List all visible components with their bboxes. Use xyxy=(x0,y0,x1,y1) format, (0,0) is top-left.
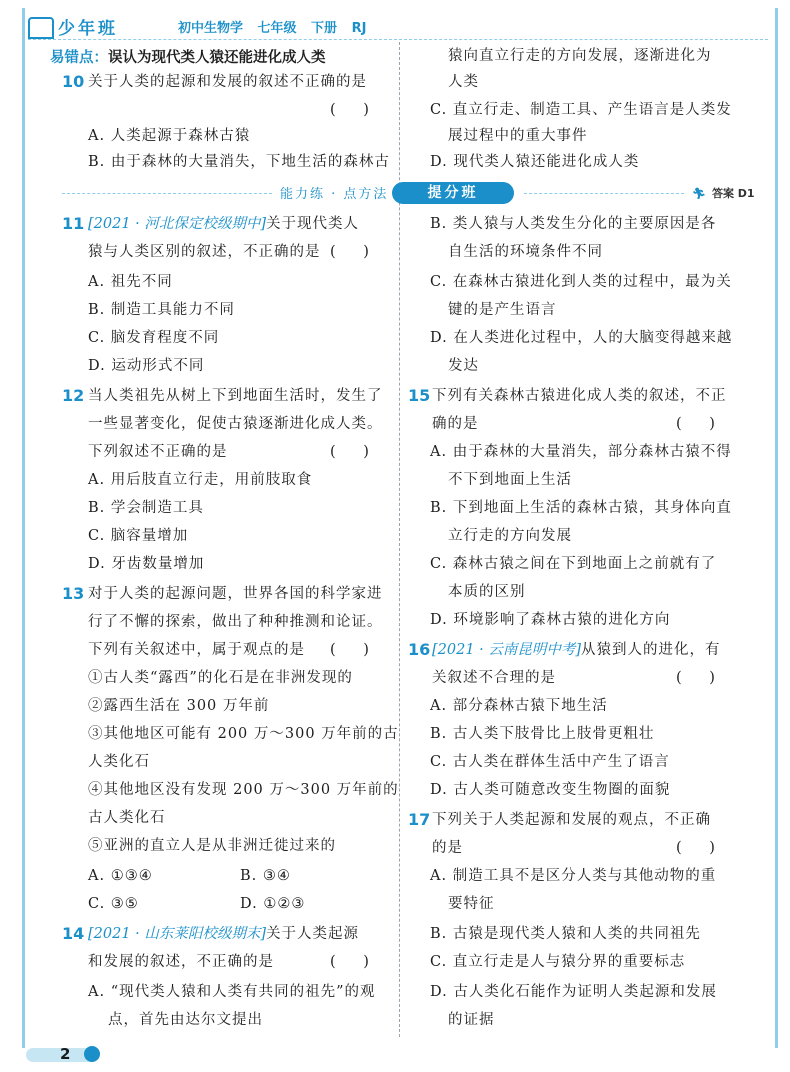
question-stem: 行了不懈的探索，做出了种种推测和论证。 xyxy=(88,614,383,630)
error-tip-label: 易错点： xyxy=(50,50,108,66)
option: C. 在森林古猿进化到人类的过程中，最为关 xyxy=(430,274,732,290)
band-rule-right xyxy=(524,193,684,194)
option: D. 环境影响了森林古猿的进化方向 xyxy=(430,612,671,628)
answer-blank: ( ) xyxy=(330,954,369,970)
statement: ⑤亚洲的直立人是从非洲迁徙过来的 xyxy=(88,838,336,854)
option: C. 森林古猿之间在下到地面上之前就有了 xyxy=(430,556,717,572)
question-source: [2021 · 云南昆明中考] xyxy=(432,642,582,658)
option: D. 古人类化石能作为证明人类起源和发展 xyxy=(430,984,717,1000)
continued-text: 猿向直立行走的方向发展，逐渐进化为 xyxy=(448,48,712,64)
option: A. “现代类人猿和人类有共同的祖先”的观 xyxy=(88,984,376,1000)
question-stem: 一些显著变化，促使古猿逐渐进化成人类。 xyxy=(88,416,383,432)
option: D. 在人类进化过程中，人的大脑变得越来越 xyxy=(430,330,733,346)
option: B. 古猿是现代类人猿和人类的共同祖先 xyxy=(430,926,701,942)
option: D. 现代类人猿还能进化成人类 xyxy=(430,154,640,170)
band-pill: 提分班 xyxy=(392,182,514,204)
page-number-dot xyxy=(84,1046,100,1062)
question-stem: 确的是 xyxy=(432,416,479,432)
option: B. 古人类下肢骨比上肢骨更粗壮 xyxy=(430,726,655,742)
option: A. 部分森林古猿下地生活 xyxy=(430,698,608,714)
option: A. ①③④ xyxy=(88,868,153,884)
page-number: 2 xyxy=(60,1045,71,1063)
question-number: 14 xyxy=(62,924,85,943)
question-number: 16 xyxy=(408,640,431,659)
option: D. ①②③ xyxy=(240,896,306,912)
question-number: 10 xyxy=(62,72,85,91)
answer-ref xyxy=(692,185,755,201)
answer-blank: ( ) xyxy=(676,840,715,856)
statement: ②露西生活在 300 万年前 xyxy=(88,698,270,714)
question-stem: 的是 xyxy=(432,840,463,856)
question-stem: 和发展的叙述，不正确的是 xyxy=(88,954,274,970)
statement: ①古人类“露西”的化石是在非洲发现的 xyxy=(88,670,353,686)
answer-blank: ( ) xyxy=(676,670,715,686)
option: B. 由于森林的大量消失，下地生活的森林古 xyxy=(88,154,390,170)
question-stem: 关叙述不合理的是 xyxy=(432,670,556,686)
continued-text: 人类 xyxy=(448,74,479,90)
question-stem: [2021 · 云南昆明中考]从猿到人的进化，有 xyxy=(432,642,721,658)
option: A. 人类起源于森林古猿 xyxy=(88,128,251,144)
error-tip xyxy=(50,46,326,67)
option: B. 类人猿与人类发生分化的主要原因是各 xyxy=(430,216,717,232)
option: D. 运动形式不同 xyxy=(88,358,205,374)
question-stem: 下列关于人类起源和发展的观点，不正确 xyxy=(432,812,711,828)
question-number: 12 xyxy=(62,386,85,405)
question-stem: 猿与人类区别的叙述，不正确的是 xyxy=(88,244,321,260)
option: A. 由于森林的大量消失，部分森林古猿不得 xyxy=(430,444,732,460)
statement: ③其他地区可能有 200 万～300 万年前的古 xyxy=(88,726,399,742)
option: 本质的区别 xyxy=(448,584,526,600)
question-stem: [2021 · 河北保定校级期中]关于现代类人 xyxy=(88,216,360,232)
question-number: 13 xyxy=(62,584,85,603)
option: B. 学会制造工具 xyxy=(88,500,204,516)
option: B. 下到地面上生活的森林古猿，其身体向直 xyxy=(430,500,732,516)
answer-blank: ( ) xyxy=(676,416,715,432)
option: B. ③④ xyxy=(240,868,291,884)
option: C. 脑容量增加 xyxy=(88,528,189,544)
section-band xyxy=(62,182,762,204)
option: 展过程中的重大事件 xyxy=(448,128,588,144)
question-stem: 当人类祖先从树上下到地面生活时，发生了 xyxy=(88,388,383,404)
option: 自生活的环境条件不同 xyxy=(448,244,603,260)
brand-logo-icon xyxy=(28,17,54,39)
question-stem: 关于人类的起源和发展的叙述不正确的是 xyxy=(88,74,367,90)
statement: 人类化石 xyxy=(88,754,150,770)
option: 的证据 xyxy=(448,1012,495,1028)
option: D. 牙齿数量增加 xyxy=(88,556,205,572)
band-label: 能力练 · 点方法 xyxy=(280,187,389,202)
option: 点，首先由达尔文提出 xyxy=(108,1012,263,1028)
statement: 古人类化石 xyxy=(88,810,166,826)
option: D. 古人类可随意改变生物圈的面貌 xyxy=(430,782,671,798)
answer-blank: ( ) xyxy=(330,102,369,118)
option: C. 古人类在群体生活中产生了语言 xyxy=(430,754,670,770)
option: 不下到地面上生活 xyxy=(448,472,572,488)
question-stem: 下列叙述不正确的是 xyxy=(88,444,228,460)
question-stem: [2021 · 山东莱阳校级期末]关于人类起源 xyxy=(88,926,360,942)
runner-icon: 🏃︎ xyxy=(692,187,706,200)
question-number: 11 xyxy=(62,214,85,233)
question-stem: 下列有关叙述中，属于观点的是 xyxy=(88,642,305,658)
question-number: 15 xyxy=(408,386,431,405)
answer-blank: ( ) xyxy=(330,642,369,658)
option: A. 祖先不同 xyxy=(88,274,173,290)
option: A. 用后肢直立行走，用前肢取食 xyxy=(88,472,313,488)
answer-ref-text: 答案 D1 xyxy=(711,187,755,200)
answer-blank: ( ) xyxy=(330,444,369,460)
option: C. 直立行走、制造工具、产生语言是人类发 xyxy=(430,102,732,118)
question-stem: 下列有关森林古猿进化成人类的叙述，不正 xyxy=(432,388,727,404)
brand-name: 少年班 xyxy=(58,19,118,39)
statement: ④其他地区没有发现 200 万～300 万年前的 xyxy=(88,782,399,798)
option: A. 制造工具不是区分人类与其他动物的重 xyxy=(430,868,717,884)
option: C. ③⑤ xyxy=(88,896,139,912)
error-tip-text: 误认为现代类人猿还能进化成人类 xyxy=(108,50,326,66)
answer-blank: ( ) xyxy=(330,244,369,260)
option: 发达 xyxy=(448,358,479,374)
option: 要特征 xyxy=(448,896,495,912)
band-rule-left xyxy=(62,193,272,194)
header-rule xyxy=(28,39,768,40)
question-number: 17 xyxy=(408,810,431,829)
question-source: [2021 · 山东莱阳校级期末] xyxy=(88,926,267,942)
question-source: [2021 · 河北保定校级期中] xyxy=(88,216,267,232)
option: C. 直立行走是人与猿分界的重要标志 xyxy=(430,954,686,970)
option: C. 脑发育程度不同 xyxy=(88,330,220,346)
option: B. 制造工具能力不同 xyxy=(88,302,235,318)
option: 立行走的方向发展 xyxy=(448,528,572,544)
question-stem: 对于人类的起源问题，世界各国的科学家进 xyxy=(88,586,383,602)
option: 键的是产生语言 xyxy=(448,302,557,318)
page-header xyxy=(28,14,768,40)
book-info: 初中生物学 七年级 下册 RJ xyxy=(178,21,367,36)
